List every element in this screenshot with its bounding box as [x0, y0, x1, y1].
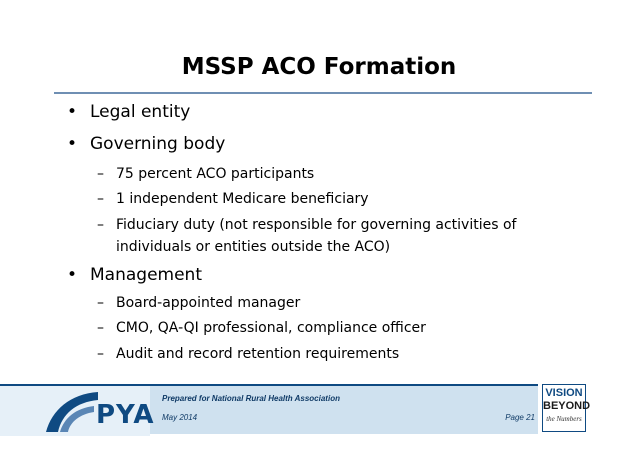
sub-bullet-text: 75 percent ACO participants: [116, 166, 315, 182]
badge-line-tagline: the Numbers: [546, 415, 582, 423]
sub-bullet-dash: –: [97, 320, 104, 336]
sub-bullet-dash: –: [97, 191, 104, 207]
badge-line-beyond: BEYOND: [543, 400, 591, 412]
sub-bullet-text: CMO, QA-QI professional, compliance officer: [116, 320, 426, 336]
bullet-dot: •: [67, 134, 78, 154]
pya-logo-text: PYA: [96, 400, 155, 430]
bullet-dot: •: [67, 265, 78, 285]
footer-page-number: Page 21: [505, 413, 535, 422]
footer-prepared-for: Prepared for National Rural Health Association: [162, 394, 340, 403]
vision-beyond-badge: [542, 384, 591, 432]
footer-info-band: [150, 384, 538, 434]
bullet-text: Legal entity: [90, 102, 191, 122]
sub-bullet-text: Fiduciary duty (not responsible for governing activities of: [116, 217, 517, 233]
sub-bullet-text-continued: individuals or entities outside the ACO): [116, 239, 391, 255]
footer-date: May 2014: [162, 413, 198, 422]
sub-bullet-text: Audit and record retention requirements: [116, 346, 400, 362]
slide-title: MSSP ACO Formation: [181, 54, 457, 80]
sub-bullet-dash: –: [97, 346, 104, 362]
footer: [0, 380, 638, 436]
sub-bullet-dash: –: [97, 166, 104, 182]
bullet-text: Governing body: [90, 134, 226, 154]
sub-bullet-dash: –: [97, 217, 104, 233]
badge-line-vision: VISION: [545, 387, 583, 399]
sub-bullet-dash: –: [97, 295, 104, 311]
sub-bullet-text: Board-appointed manager: [116, 295, 301, 311]
bullet-dot: •: [67, 102, 78, 122]
bullet-text: Management: [90, 265, 202, 285]
pya-swoosh-icon: [40, 386, 100, 434]
sub-bullet-text: 1 independent Medicare beneficiary: [116, 191, 369, 207]
